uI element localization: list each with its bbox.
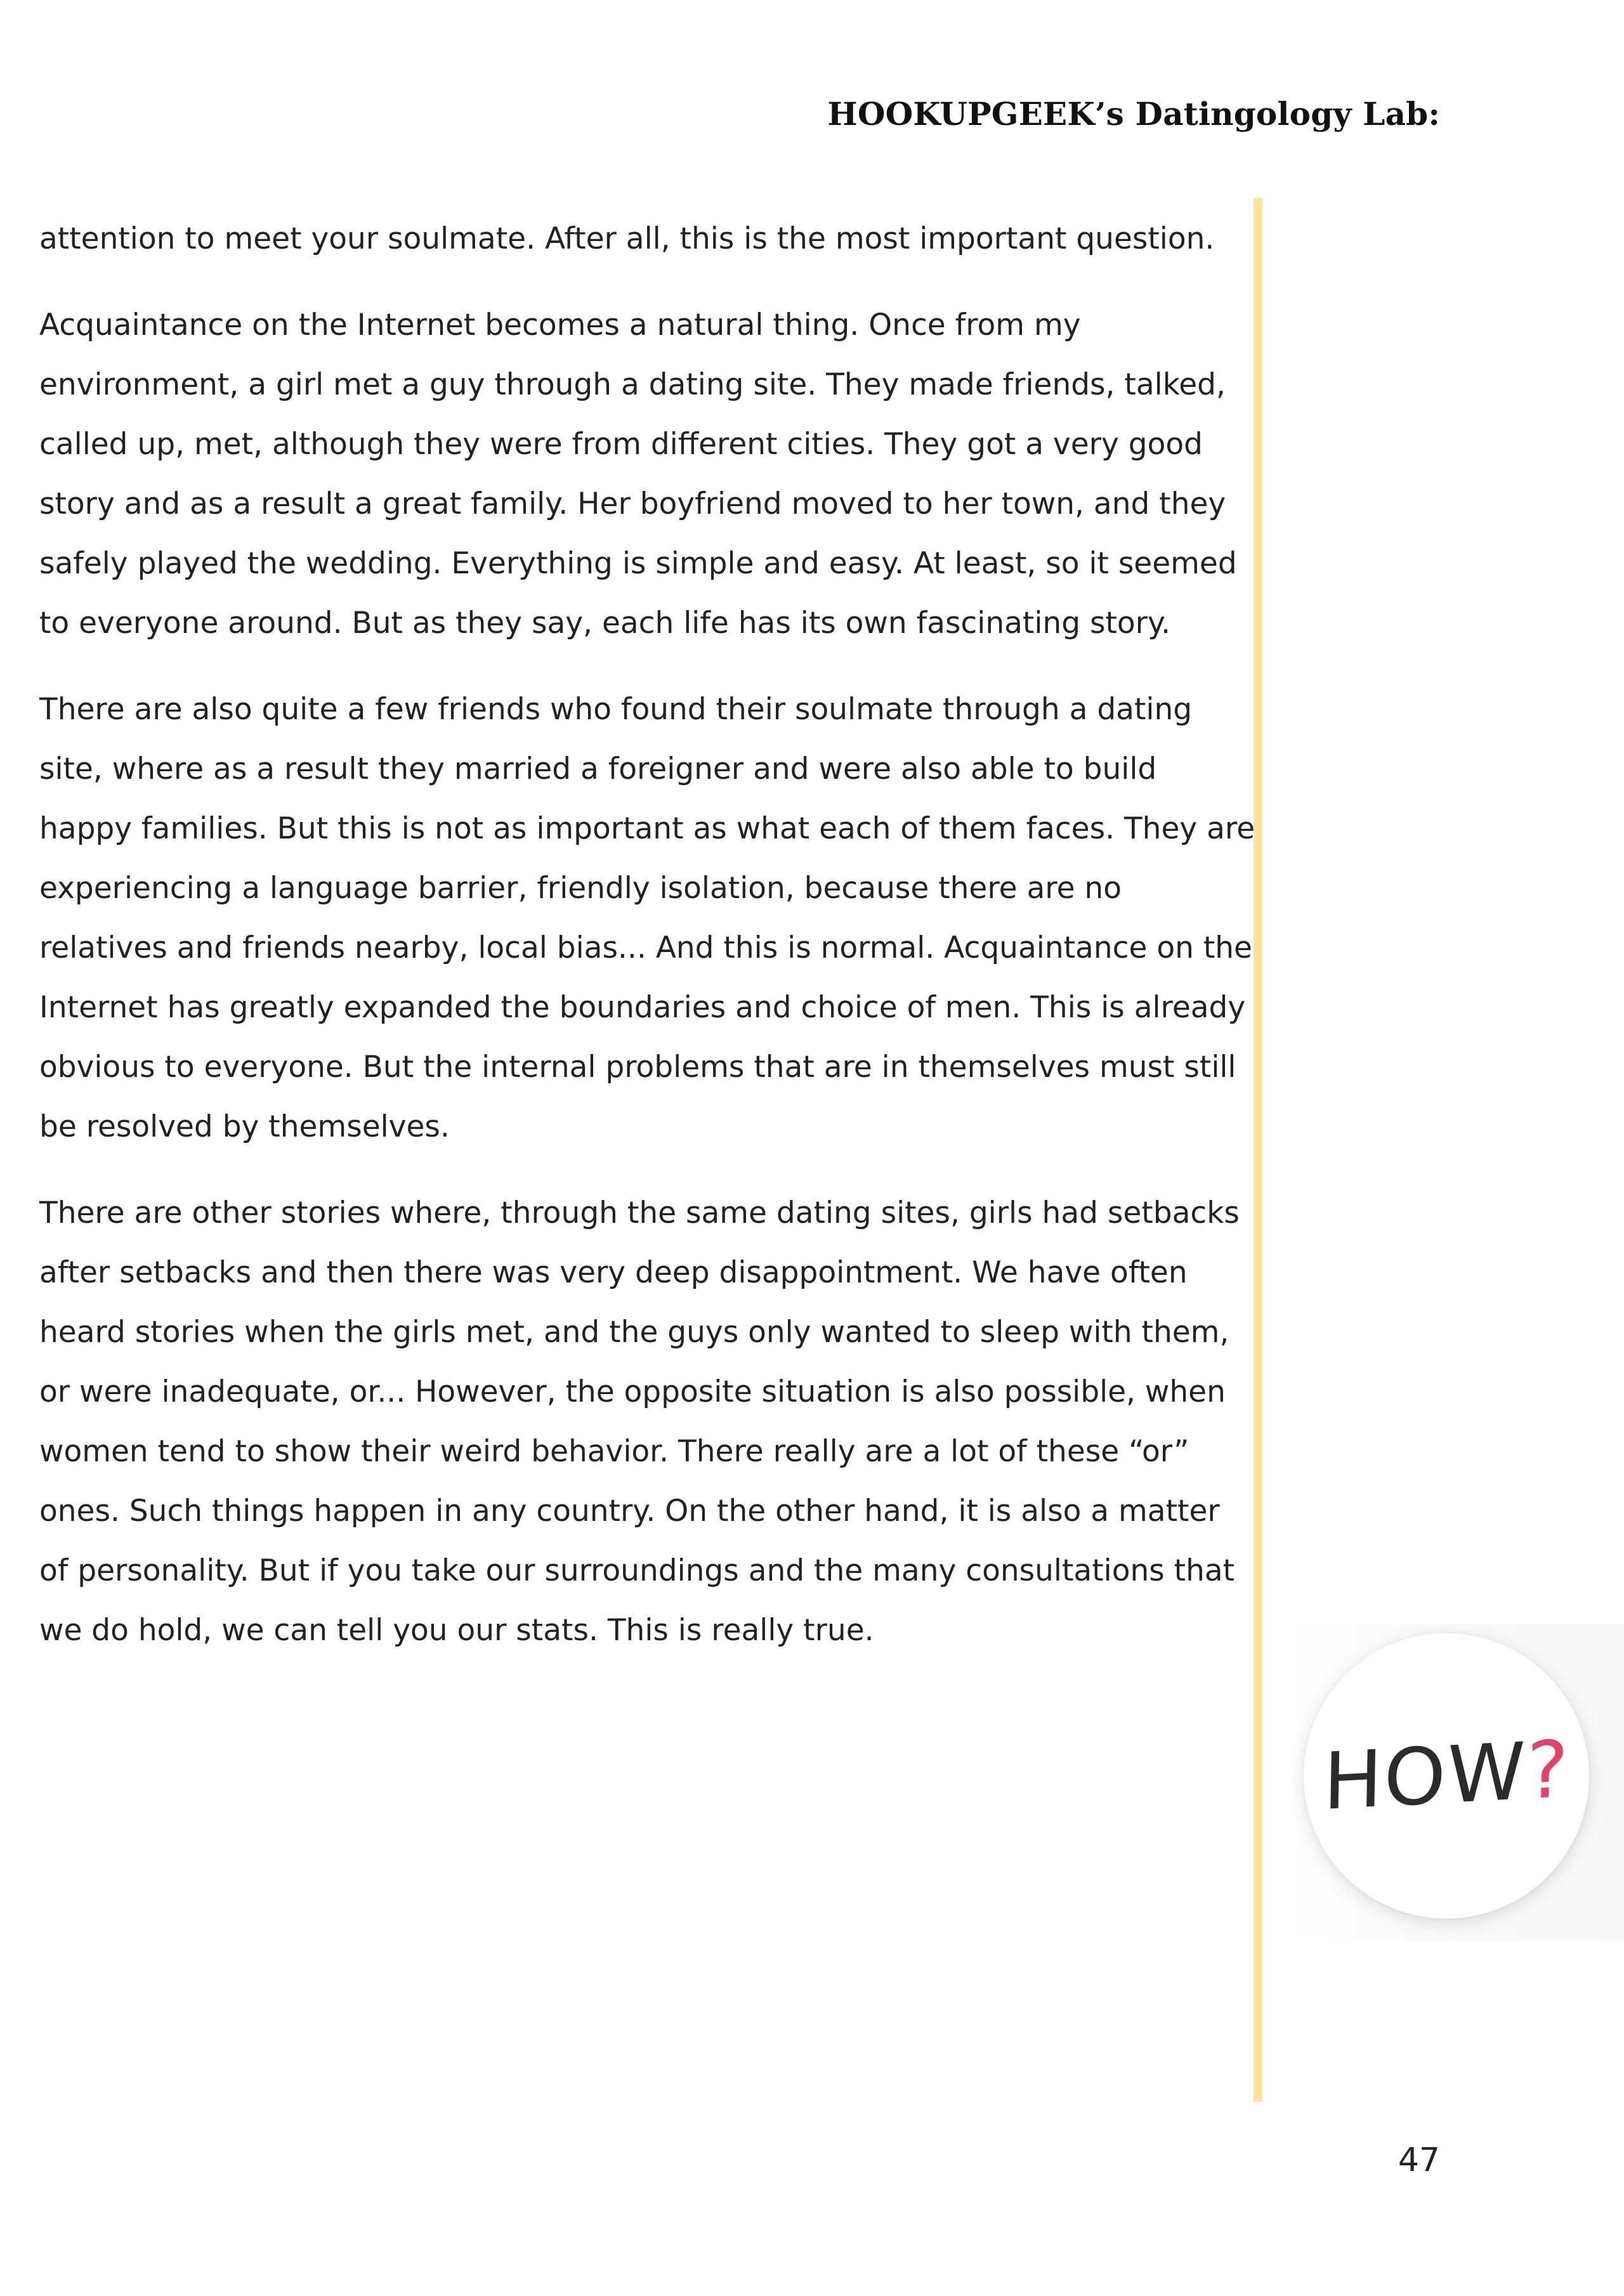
paragraph-3: There are also quite a few friends who found their soulmate through a dating site, where as a result they married a foreigner and were also able to build happy families. But this is not as important as what each of them faces. They are experiencing a language barrier, friendly isolation, because there are no relatives and friends nearby, local bias... And this is normal. Acquaintance on the Internet has greatly expanded the boundaries and choice of men. This is already obvious to everyone. But the internal problems that are in themselves must still be resolved by themselves.: [39, 692, 1255, 1144]
paragraph-2: Acquaintance on the Internet becomes a natural thing. Once from my environment, a girl met a guy through a dating site. They made friends, talked, called up, met, although they were from different cities. They got a very good story and as a result a great family. Her boyfriend moved to her town, and they safely played the wedding. Everything is simple and easy. At least, so it seemed to everyone around. But as they say, each life has its own fascinating story.: [39, 308, 1237, 641]
how-badge: [1304, 1633, 1589, 1919]
page-header: HOOKUPGEEK’s Datingology Lab:: [827, 95, 1440, 133]
question-mark-icon: ?: [1525, 1723, 1571, 1818]
paragraph-4: There are other stories where, through the same dating sites, girls had setbacks after setbacks and then there was very deep disappointment. We have often heard stories when the girls met, and the guys only wanted to sleep with them, or were inadequate, or... However, the opposite situation is also possible, when women tend to show their weird behavior. There really are a lot of these “or” ones. Such things happen in any country. On the other hand, it is also a matter of personality. But if you take our surroundings and the many consultations that we do hold, we can tell you our stats. This is really true.: [39, 1196, 1240, 1648]
body-text: [39, 209, 1257, 1687]
paragraph-1: attention to meet your soulmate. After all, this is the most important question.: [39, 221, 1215, 256]
page-number: 47: [1398, 2141, 1440, 2179]
how-word: HOW: [1322, 1726, 1528, 1829]
how-badge-text: [1301, 1626, 1592, 1926]
